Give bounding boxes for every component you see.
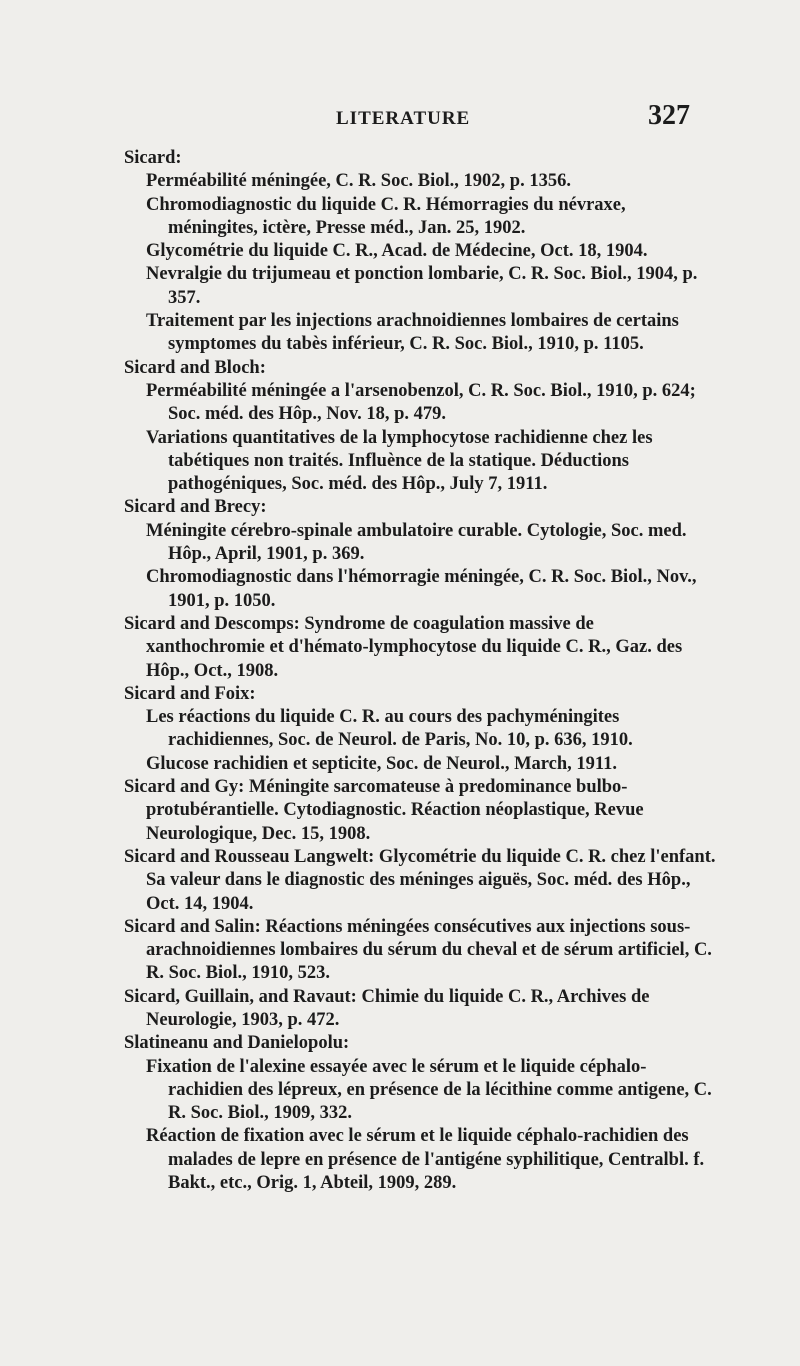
author-entry: Sicard and Descomps: Syndrome de coagulation massive de xanthochromie et d'hémato-lymphocytose du liquide C. R., Gaz. des Hôp., Oct., 1908. xyxy=(124,613,683,681)
bibliography-entry: Nevralgie du trijumeau et ponction lombarie, C. R. Soc. Biol., 1904, p. 357. xyxy=(146,264,698,308)
bibliography-entry: Perméabilité méningée, C. R. Soc. Biol., 1902, p. 1356. xyxy=(146,171,571,192)
author-entry: Sicard and Salin: Réactions méningées consécutives aux injections sous-arachnoidiennes lombaires du sérum du cheval et de sérum artificiel, C. R. Soc. Biol., 1910, 523. xyxy=(124,916,712,984)
bibliography-list xyxy=(124,147,716,1195)
author-heading: Sicard and Bloch: xyxy=(124,357,266,378)
bibliography-entry: Les réactions du liquide C. R. au cours des pachyméningites rachidiennes, Soc. de Neurol. de Paris, No. 10, p. 636, 1910. xyxy=(146,707,633,751)
author-entry: Sicard and Gy: Méningite sarcomateuse à predominance bulbo-protubérantielle. Cytodiagnostic. Réaction néoplastique, Revue Neurologique, Dec. 15, 1908. xyxy=(124,777,644,844)
bibliography-entry: Perméabilité méningée a l'arsenobenzol, C. R. Soc. Biol., 1910, p. 624; Soc. méd. des Hôp., Nov. 18, p. 479. xyxy=(146,380,696,425)
page-number: 327 xyxy=(648,100,690,131)
bibliography-entry: Méningite cérebro-spinale ambulatoire curable. Cytologie, Soc. med. Hôp., April, 1901, p. 369. xyxy=(146,520,687,565)
bibliography-entry: Chromodiagnostic du liquide C. R. Hémorragies du névraxe, méningites, ictère, Presse méd., Jan. 25, 1902. xyxy=(146,194,626,238)
author-heading: Slatineanu and Danielopolu: xyxy=(124,1033,350,1054)
running-head xyxy=(0,100,800,132)
bibliography-entry: Glycométrie du liquide C. R., Acad. de Médecine, Oct. 18, 1904. xyxy=(146,241,648,262)
author-entry: Sicard and Rousseau Langwelt: Glycométrie du liquide C. R. chez l'enfant. Sa valeur dans le diagnostic des méninges aiguës, Soc. méd. des Hôp., Oct. 14, 1904. xyxy=(124,846,716,914)
bibliography-entry: Traitement par les injections arachnoidiennes lombaires de certains symptomes du tabès inférieur, C. R. Soc. Biol., 1910, p. 1105. xyxy=(146,311,679,355)
author-heading: Sicard and Foix: xyxy=(124,683,256,704)
bibliography-entry: Fixation de l'alexine essayée avec le sérum et le liquide céphalo-rachidien des lépreux, en présence de la lécithine comme antigene, C. R. Soc. Biol., 1909, 332. xyxy=(146,1056,712,1124)
author-heading: Sicard and Brecy: xyxy=(124,497,267,518)
author-heading: Sicard: xyxy=(124,148,182,168)
bibliography-entry: Réaction de fixation avec le sérum et le liquide céphalo-rachidien des malades de lepre en présence de l'antigéne syphilitique, Centralbl. f. Bakt., etc., Orig. 1, Abteil, 1909, 289. xyxy=(146,1126,705,1194)
running-title: LITERATURE xyxy=(336,108,471,129)
author-entry: Sicard, Guillain, and Ravaut: Chimie du liquide C. R., Archives de Neurologie, 1903, p. 472. xyxy=(124,986,650,1030)
bibliography-entry: Variations quantitatives de la lymphocytose rachidienne chez les tabétiques non traités. Influènce de la statique. Déductions pathogéniques, Soc. méd. des Hôp., July 7, 1911. xyxy=(146,427,653,495)
bibliography-entry: Glucose rachidien et septicite, Soc. de Neurol., March, 1911. xyxy=(146,753,618,774)
bibliography-entry: Chromodiagnostic dans l'hémorragie méningée, C. R. Soc. Biol., Nov., 1901, p. 1050. xyxy=(146,567,697,611)
